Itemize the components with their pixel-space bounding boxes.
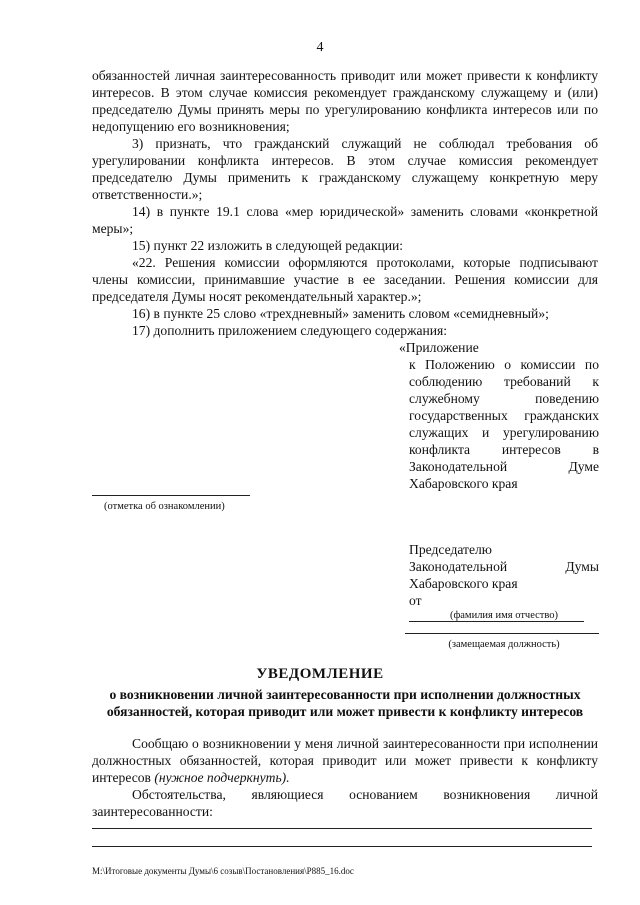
paragraph-item-22-text: «22. Решения комиссии оформляются протоколами, которые подписывают члены комиссии, принимавшие участие в ее заседании. Решения комиссии для председателя Думы носят рекомендательный характер.»; (92, 255, 598, 304)
position-hint: (замещаемая должность) (448, 639, 560, 650)
notice-body-note: (нужное подчеркнуть). (154, 770, 290, 785)
notice-body (92, 735, 598, 786)
appendix-heading: «Приложение (399, 340, 479, 355)
name-hint: (фамилия имя отчество) (449, 610, 559, 621)
from-label: от (409, 593, 422, 608)
notice-subtitle: о возникновении личной заинтересованности при исполнении должностных обязанностей, которая приводит или может привести к конфликту интересов (106, 687, 584, 719)
page-number: 4 (316, 40, 324, 55)
addressee-line-2 (409, 558, 599, 575)
paragraph-item-16: 16) в пункте 25 слово «трехдневный» заменить словом «семидневный»; (132, 306, 549, 321)
notice-title: УВЕДОМЛЕНИЕ (256, 666, 384, 682)
notice-circumstances: Обстоятельства, являющиеся основанием возникновения личной заинтересованности: (92, 787, 598, 819)
notice-body-text: Сообщаю о возникновении у меня личной заинтересованности при исполнении должностных обязанностей, которая приводит или может привести к конфликту интересов (92, 736, 598, 785)
position-blank-line (405, 633, 599, 634)
paragraph-item-15: 15) пункт 22 изложить в следующей редакции: (132, 238, 404, 253)
appendix-body: к Положению о комиссии по соблюдению требований к служебному поведению государственных гражданских служащих и урегулированию конфликта интересов в Законодательной Думе Хабаровского края (409, 357, 599, 491)
paragraph-item-17: 17) дополнить приложением следующего содержания: (132, 323, 448, 338)
addressee-line-2-right: Думы (565, 559, 599, 574)
addressee-line-3: Хабаровского края (409, 576, 518, 591)
paragraph-item-3: 3) признать, что гражданский служащий не соблюдал требования об урегулировании конфликта интересов. В этом случае комиссия рекомендует председателю Думы применить к гражданскому служащему конкретную меру ответственности.»; (92, 136, 598, 202)
acknowledgement-line (92, 495, 250, 496)
paragraph-conflict-continuation: обязанностей личная заинтересованность приводит или может привести к конфликту интересов. В этом случае комиссия рекомендует гражданскому служащему и (или) председателю Думы принять меры по урегулированию конфликта интересов или по недопущению его возникновения; (92, 68, 598, 134)
circumstances-blank-line-2 (92, 846, 592, 847)
paragraph-item-14: 14) в пункте 19.1 слова «мер юридической» заменить словами «конкретной меры»; (92, 204, 598, 236)
footer-file-path: M:\Итоговые документы Думы\6 созыв\Постановления\P885_16.doc (92, 866, 354, 876)
addressee-line-1: Председателю (409, 542, 492, 557)
addressee-line-2-left: Законодательной (409, 559, 508, 574)
circumstances-blank-line-1 (92, 828, 592, 829)
acknowledgement-label: (отметка об ознакомлении) (104, 501, 225, 512)
appendix-block (399, 339, 599, 492)
